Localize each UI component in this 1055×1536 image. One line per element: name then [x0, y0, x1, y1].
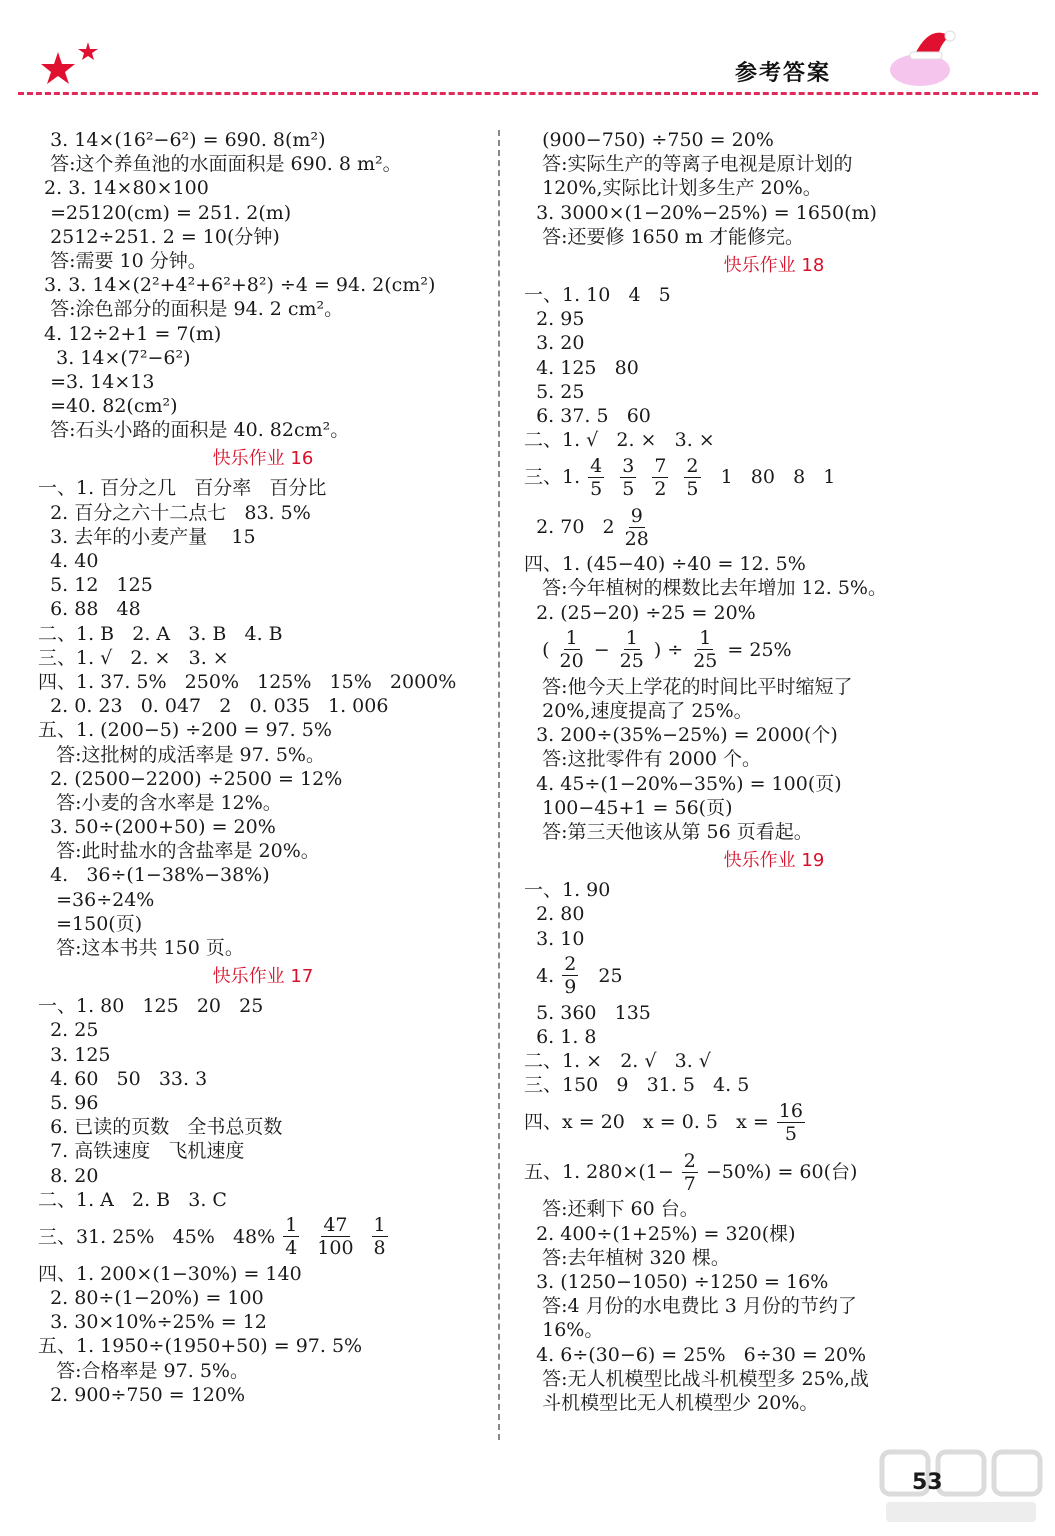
fraction	[283, 1214, 299, 1259]
fraction-denominator: 28	[624, 527, 649, 550]
fraction-denominator: 8	[373, 1237, 386, 1260]
answer-line: 5. 96	[38, 1091, 99, 1114]
answer-line: 答:小麦的含水率是 12%。	[38, 791, 282, 814]
answer-text: (	[524, 638, 550, 661]
fraction-numerator: 1	[699, 627, 712, 650]
answer-line: 20%,速度提高了 25%。	[524, 700, 753, 722]
fraction-numerator: 7	[654, 454, 667, 477]
fraction-numerator: 2	[686, 454, 699, 477]
fraction-denominator: 5	[686, 477, 699, 500]
answer-line: 3. 200÷(35%−25%) = 2000(个)	[524, 724, 838, 747]
answer-line: 答:他今天上学花的时间比平时缩短了	[524, 675, 853, 698]
fraction-numerator: 1	[565, 627, 578, 650]
answer-line: 斗机模型比无人机模型少 20%。	[524, 1391, 819, 1414]
answer-line: 5. 360 135	[524, 1001, 651, 1024]
answer-line: 3. 20	[524, 332, 585, 355]
answer-line: 16%。	[524, 1319, 604, 1342]
answer-line: 4. 40	[38, 550, 99, 572]
answer-line: 7. 高铁速度 飞机速度	[38, 1140, 245, 1163]
answer-line: 二、1. √ 2. × 3. ×	[524, 429, 715, 452]
answer-logo-icon	[876, 1444, 1046, 1528]
fraction	[588, 455, 604, 500]
answer-line: 120%,实际比计划多生产 20%。	[524, 177, 822, 200]
header-title: 参考答案	[735, 61, 832, 86]
fraction-numerator: 2	[564, 953, 577, 976]
fraction	[691, 627, 719, 672]
fraction-denominator: 2	[654, 477, 667, 500]
answer-line: =25120(cm) = 251. 2(m)	[38, 201, 292, 224]
answer-line: 3. 30×10%÷25% = 12	[38, 1311, 267, 1334]
answer-text: 三、1.	[524, 466, 581, 489]
fraction-numerator: 3	[622, 454, 635, 477]
answer-line: 四、1. 200×(1−30%) = 140	[38, 1262, 302, 1285]
answer-text: 四、x = 20 x = 0. 5 x =	[524, 1111, 769, 1134]
fraction	[558, 627, 586, 672]
answer-line: =40. 82(cm²)	[38, 395, 178, 418]
answer-line: =36÷24%	[38, 888, 155, 911]
fraction-numerator: 4	[590, 454, 603, 477]
answer-line: 4. 45÷(1−20%−35%) = 100(页)	[524, 772, 842, 795]
answer-line: 答:涂色部分的面积是 94. 2 cm²。	[38, 298, 344, 321]
section-title: 快乐作业 19	[723, 850, 825, 872]
fraction-numerator: 2	[683, 1149, 696, 1172]
fraction-denominator: 5	[590, 477, 603, 500]
fraction-denominator: 20	[559, 650, 584, 673]
answer-line: 3. 50÷(200+50) = 20%	[38, 816, 276, 839]
answer-line: 答:这批零件有 2000 个。	[524, 748, 761, 771]
answer-line: 答:今年植树的棵数比去年增加 12. 5%。	[524, 577, 887, 600]
fraction	[620, 455, 636, 500]
answer-text: 2. 70 2	[524, 516, 615, 539]
answer-line: 一、1. 10 4 5	[524, 283, 671, 306]
answer-text: 1 80 8 1	[708, 466, 836, 489]
fraction-numerator: 1	[373, 1214, 386, 1237]
answer-line: 3. (1250−1050) ÷1250 = 16%	[524, 1271, 829, 1293]
answer-line: 100−45+1 = 56(页)	[524, 796, 733, 819]
answer-line: 3. 10	[524, 927, 585, 950]
answer-line: 答:这批树的成活率是 97. 5%。	[38, 743, 325, 766]
answer-line: 3. 14×(7²−6²)	[38, 346, 191, 369]
section-title: 快乐作业 17	[212, 966, 314, 988]
fraction-numerator: 9	[630, 504, 643, 527]
answer-text: 三、31. 25% 45% 48%	[38, 1225, 276, 1248]
answer-line: 2. 百分之六十二点七 83. 5%	[38, 501, 311, 524]
answer-line-fraction	[38, 1212, 488, 1262]
answer-line: 三、1. √ 2. × 3. ×	[38, 646, 229, 669]
left-column	[38, 128, 488, 1407]
answer-line: 2. 25	[38, 1019, 99, 1042]
answer-line-fraction	[524, 625, 1024, 675]
answer-text: ) ÷	[653, 638, 684, 661]
answer-text: 五、1. 280×(1−	[524, 1161, 674, 1184]
answer-line: 2. (2500−2200) ÷2500 = 12%	[38, 767, 343, 790]
fraction	[562, 953, 578, 998]
right-column	[524, 128, 1024, 1415]
answer-line: 答:实际生产的等离子电视是原计划的	[524, 153, 853, 176]
fraction-numerator: 1	[625, 627, 638, 650]
answer-line: 答:需要 10 分钟。	[38, 249, 207, 272]
fraction-denominator: 100	[317, 1237, 354, 1260]
answer-line: 4. 60 50 33. 3	[38, 1067, 208, 1090]
fraction	[623, 505, 651, 550]
fraction	[618, 627, 646, 672]
answer-line: 3. 14×(16²−6²) = 690. 8(m²)	[38, 129, 326, 151]
fraction-numerator: 1	[285, 1214, 298, 1237]
answer-line: 答:去年植树 320 棵。	[524, 1246, 730, 1269]
fraction-denominator: 25	[619, 650, 644, 673]
fraction	[684, 455, 700, 500]
answer-line: 一、1. 百分之几 百分率 百分比	[38, 477, 327, 500]
answer-line: 2. 400÷(1+25%) = 320(棵)	[524, 1222, 796, 1245]
answer-line-fraction	[524, 502, 1024, 552]
answer-line: 答:这本书共 150 页。	[38, 937, 244, 959]
answer-line: 6. 88 48	[38, 598, 141, 621]
fraction	[315, 1214, 355, 1259]
column-divider	[498, 130, 500, 1440]
answer-line: 五、1. 1950÷(1950+50) = 97. 5%	[38, 1335, 363, 1358]
star-icon	[38, 40, 108, 90]
answer-line-fraction	[524, 1147, 1024, 1197]
fraction-denominator: 5	[784, 1122, 797, 1145]
answer-line: 五、1. (200−5) ÷200 = 97. 5%	[38, 719, 332, 742]
header-dashed-line	[18, 92, 1038, 95]
answer-line: 2512÷251. 2 = 10(分钟)	[38, 225, 280, 248]
answer-line: 答:无人机模型比战斗机模型多 25%,战	[524, 1367, 869, 1390]
answer-line: 答:还剩下 60 台。	[524, 1198, 699, 1221]
answer-line: 2. 3. 14×80×100	[38, 177, 209, 200]
answer-line: 三、150 9 31. 5 4. 5	[524, 1074, 750, 1097]
answer-line-fraction	[524, 1097, 1024, 1147]
answer-line: 3. 去年的小麦产量 15	[38, 525, 256, 548]
answer-line: 3. 125	[38, 1043, 111, 1066]
answer-line: 一、1. 80 125 20 25	[38, 995, 264, 1018]
answer-line: 2. 0. 23 0. 047 2 0. 035 1. 006	[38, 695, 389, 718]
answer-line: 答:4 月份的水电费比 3 月份的节约了	[524, 1295, 857, 1318]
answer-line: 2. 80÷(1−20%) = 100	[38, 1287, 264, 1310]
answer-line: 二、1. A 2. B 3. C	[38, 1188, 227, 1211]
answer-line: 答:石头小路的面积是 40. 82cm²。	[38, 419, 350, 442]
answer-line: 3. 3000×(1−20%−25%) = 1650(m)	[524, 201, 877, 224]
answer-line: 2. (25−20) ÷25 = 20%	[524, 601, 756, 624]
fraction-numerator: 16	[778, 1099, 803, 1122]
answer-line: 答:合格率是 97. 5%。	[38, 1359, 249, 1382]
answer-line: 二、1. B 2. A 3. B 4. B	[38, 622, 283, 645]
answer-line: 2. 900÷750 = 120%	[38, 1383, 246, 1406]
answer-line: 一、1. 90	[524, 879, 611, 902]
answer-line: 3. 3. 14×(2²+4²+6²+8²) ÷4 = 94. 2(cm²)	[38, 274, 436, 297]
fraction-denominator: 4	[285, 1237, 298, 1260]
answer-line: 4. 36÷(1−38%−38%)	[38, 864, 270, 887]
page-header	[0, 0, 1055, 100]
answer-text: 4.	[524, 964, 555, 987]
answer-line: 6. 已读的页数 全书总页数	[38, 1116, 283, 1139]
answer-line: 6. 1. 8	[524, 1025, 597, 1048]
answer-line: 四、1. 37. 5% 250% 125% 15% 2000%	[38, 670, 457, 693]
santa-hat-decoration-icon	[880, 22, 970, 92]
answer-line: 4. 12÷2+1 = 7(m)	[38, 322, 222, 345]
answer-line: =150(页)	[38, 912, 143, 935]
answer-line: 答:这个养鱼池的水面面积是 690. 8 m²。	[38, 153, 402, 176]
answer-text: −50%) = 60(台)	[705, 1161, 858, 1184]
answer-line: 答:还要修 1650 m 才能修完。	[524, 225, 805, 248]
fraction-numerator: 47	[323, 1214, 348, 1237]
answer-text: −	[593, 638, 610, 661]
fraction-denominator: 7	[683, 1172, 696, 1195]
fraction-denominator: 9	[564, 976, 577, 999]
answer-line: 四、1. (45−40) ÷40 = 12. 5%	[524, 553, 806, 576]
answer-line: 2. 80	[524, 903, 585, 926]
answer-line: 4. 6÷(30−6) = 25% 6÷30 = 20%	[524, 1343, 867, 1366]
answer-text: = 25%	[727, 638, 792, 661]
answer-line-fraction	[524, 452, 1024, 502]
fraction	[652, 455, 668, 500]
fraction-denominator: 5	[622, 477, 635, 500]
section-title: 快乐作业 18	[723, 254, 825, 276]
fraction	[682, 1150, 698, 1195]
fraction-denominator: 25	[693, 650, 718, 673]
answer-line: 4. 125 80	[524, 356, 639, 379]
answer-line: 2. 95	[524, 308, 585, 331]
answer-line: 二、1. × 2. √ 3. √	[524, 1050, 711, 1073]
answer-line: 答:第三天他该从第 56 页看起。	[524, 820, 813, 843]
answer-line: 5. 25	[524, 380, 585, 403]
answer-line: 8. 20	[38, 1164, 99, 1187]
fraction	[777, 1100, 805, 1145]
answer-line-fraction	[524, 951, 1024, 1001]
page-number: 53	[912, 1470, 943, 1495]
answer-line: (900−750) ÷750 = 20%	[524, 129, 774, 151]
answer-text: 25	[586, 964, 623, 987]
answer-line: 6. 37. 5 60	[524, 404, 651, 427]
section-title: 快乐作业 16	[212, 448, 314, 470]
answer-line: 5. 12 125	[38, 574, 153, 597]
fraction	[372, 1214, 388, 1259]
answer-line: 答:此时盐水的含盐率是 20%。	[38, 840, 320, 863]
answer-line: =3. 14×13	[38, 370, 155, 393]
